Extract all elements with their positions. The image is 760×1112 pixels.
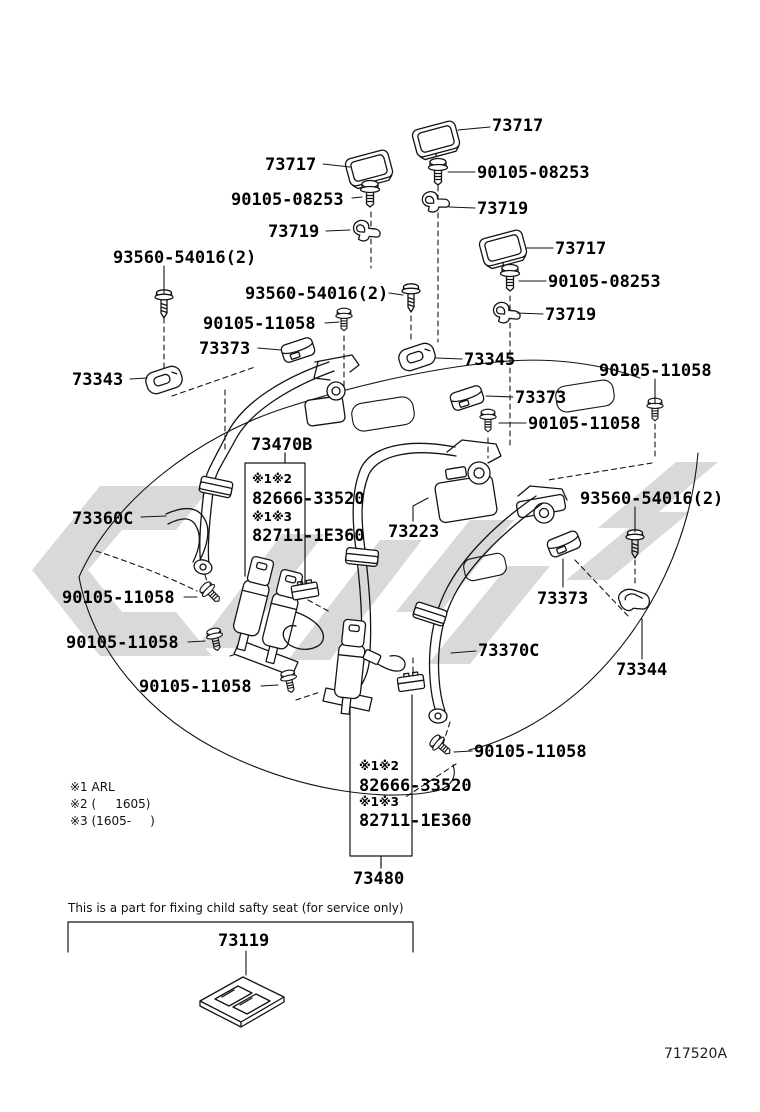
bolt-90105-11058 [197,579,224,606]
part-label-73480: 73480 [353,869,405,889]
part-label-90105-11058: 90105-11058 [474,742,587,762]
clip-73719 [421,187,451,214]
legend-note-2: ※2 ( 1605) [70,797,151,811]
part-label-90105-11058: 90105-11058 [66,633,179,653]
part-label-82711-1E360: 82711-1E360 [252,526,365,546]
part-label-90105-11058: 90105-11058 [139,677,252,697]
part-label-73719: 73719 [477,199,529,219]
part-label-82666-33520: 82666-33520 [359,776,472,796]
retractor-center [434,440,501,523]
part-note-marks: ※1※2 [252,472,293,486]
part-label-73343: 73343 [72,370,124,390]
part-label-73470B: 73470B [251,435,313,455]
part-label-93560-54016: 93560-54016(2) [580,489,724,509]
part-label-73719: 73719 [268,222,320,242]
part-label-73373: 73373 [515,388,567,408]
part-label-73119: 73119 [218,931,270,951]
document-number: 717520A [664,1046,728,1062]
child-seat-bracket-73119 [200,977,284,1027]
part-label-90105-11058: 90105-11058 [528,414,641,434]
sleeve-73373 [449,384,485,411]
part-label-93560-54016: 93560-54016(2) [113,248,257,268]
child-seat-footnote: This is a part for fixing child safty seat (for service only) [68,901,404,915]
screw-93560-54016 [402,284,420,312]
retractor-left [304,355,359,427]
part-label-73344: 73344 [616,660,668,680]
part-label-90105-11058: 90105-11058 [599,361,712,381]
part-label-90105-08253: 90105-08253 [477,163,590,183]
sleeve-73373 [546,530,582,559]
cover-73717 [478,229,529,270]
part-label-73717: 73717 [265,155,317,175]
plate-73345 [396,341,437,373]
bolt-90105-08253 [361,181,380,208]
cover-73717 [411,120,462,161]
clip-73719 [492,300,521,325]
part-label-90105-11058: 90105-11058 [62,588,175,608]
part-label-73719: 73719 [545,305,597,325]
part-label-73717: 73717 [555,239,607,259]
bolt-90105-11058 [336,308,352,331]
clip-73719 [352,218,381,243]
part-label-73360C: 73360C [72,509,134,529]
belt-loop [345,547,378,566]
bolt-90105-08253 [501,265,520,292]
part-label-73717: 73717 [492,116,544,136]
part-label-73345: 73345 [464,350,516,370]
part-label-90105-08253: 90105-08253 [231,190,344,210]
bolt-90105-11058 [279,669,299,694]
plate-73343 [143,364,184,396]
part-label-73223: 73223 [388,522,440,542]
part-note-marks: ※1※2 [359,759,400,773]
part-label-90105-11058: 90105-11058 [203,314,316,334]
legend-note-3: ※3 (1605- ) [70,814,155,828]
sleeve-73373 [280,336,316,363]
part-label-90105-08253: 90105-08253 [548,272,661,292]
part-label-93560-54016: 93560-54016(2) [245,284,389,304]
bolt-90105-11058 [427,733,455,760]
cover-73344 [617,586,651,614]
part-label-82666-33520: 82666-33520 [252,489,365,509]
part-note-marks: ※1※3 [252,510,293,524]
bolt-90105-11058 [480,409,496,432]
legend-note-1: ※1 ARL [70,780,115,794]
part-note-marks: ※1※3 [359,795,400,809]
part-label-73370C: 73370C [478,641,540,661]
part-label-73373: 73373 [199,339,251,359]
bolt-90105-08253 [429,159,448,186]
part-label-82711-1E360: 82711-1E360 [359,811,472,831]
part-label-73373: 73373 [537,589,589,609]
belt-anchor-eyelet [192,558,213,576]
